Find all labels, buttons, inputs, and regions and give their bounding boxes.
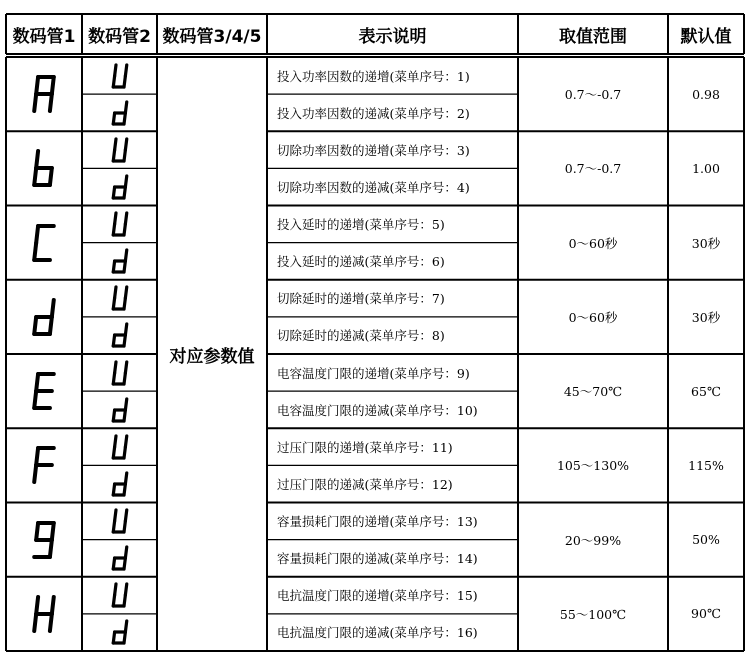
default-value-cell: 30秒 bbox=[691, 235, 721, 251]
seven-segment-digit-F bbox=[6, 428, 82, 502]
default-value-cell: 0.98 bbox=[692, 86, 720, 102]
default-value-cell: 90℃ bbox=[691, 606, 721, 622]
description-cell: 电容温度门限的递增(菜单序号：9) bbox=[277, 365, 470, 381]
default-value-cell: 1.00 bbox=[692, 160, 720, 176]
column-header: 数码管1 bbox=[12, 26, 76, 47]
default-value-cell: 115% bbox=[688, 457, 724, 473]
description-cell: 电抗温度门限的递减(菜单序号：16) bbox=[277, 625, 478, 641]
description-cell: 投入功率因数的递增(菜单序号：1) bbox=[277, 68, 470, 84]
seven-segment-digit-U bbox=[82, 280, 157, 317]
seven-segment-digit-d bbox=[82, 614, 157, 651]
description-cell: 容量损耗门限的递增(菜单序号：13) bbox=[277, 514, 478, 530]
seven-segment-digit-U bbox=[82, 206, 157, 243]
default-value-cell: 65℃ bbox=[691, 383, 721, 399]
seven-segment-digit-d bbox=[82, 317, 157, 354]
description-cell: 切除延时的递增(菜单序号：7) bbox=[277, 291, 445, 307]
seven-segment-digit-U bbox=[82, 131, 157, 168]
seven-segment-digit-U bbox=[82, 428, 157, 465]
seven-segment-digit-d bbox=[82, 94, 157, 131]
seven-segment-digit-d bbox=[6, 280, 82, 354]
description-cell: 切除功率因数的递减(菜单序号：4) bbox=[277, 179, 470, 195]
description-cell: 切除延时的递减(菜单序号：8) bbox=[277, 328, 445, 344]
range-cell: 0～60秒 bbox=[568, 309, 618, 325]
seven-segment-digit-A bbox=[6, 57, 82, 131]
default-value-cell: 30秒 bbox=[691, 309, 721, 325]
description-cell: 切除功率因数的递增(菜单序号：3) bbox=[277, 142, 470, 158]
seven-segment-digit-d bbox=[82, 540, 157, 577]
seven-segment-digit-U bbox=[82, 503, 157, 540]
column-header: 取值范围 bbox=[559, 26, 627, 47]
seven-segment-digit-H bbox=[6, 577, 82, 651]
range-cell: 0～60秒 bbox=[568, 235, 618, 251]
column-header: 数码管2 bbox=[88, 26, 151, 47]
description-cell: 过压门限的递增(菜单序号：11) bbox=[277, 439, 453, 455]
range-cell: 0.7～-0.7 bbox=[564, 87, 622, 103]
description-cell: 投入功率因数的递减(菜单序号：2) bbox=[277, 105, 470, 121]
column-header: 表示说明 bbox=[358, 26, 427, 47]
seven-segment-digit-U bbox=[82, 57, 157, 94]
default-value-cell: 50% bbox=[692, 532, 720, 548]
seven-segment-digit-U bbox=[82, 354, 157, 391]
seven-segment-digit-U bbox=[82, 577, 157, 614]
range-cell: 105～130% bbox=[556, 458, 630, 474]
column-header: 默认值 bbox=[680, 26, 732, 47]
seven-segment-digit-g bbox=[6, 503, 82, 577]
range-cell: 0.7～-0.7 bbox=[564, 161, 622, 177]
range-cell: 45～70℃ bbox=[563, 384, 623, 400]
description-cell: 投入延时的递增(菜单序号：5) bbox=[277, 217, 445, 233]
param-value-label: 对应参数值 bbox=[169, 346, 255, 367]
range-cell: 55～100℃ bbox=[559, 606, 627, 622]
description-cell: 投入延时的递减(菜单序号：6) bbox=[277, 254, 445, 270]
description-cell: 电抗温度门限的递增(菜单序号：15) bbox=[277, 588, 478, 604]
seven-segment-digit-C bbox=[6, 206, 82, 280]
description-cell: 容量损耗门限的递减(菜单序号：14) bbox=[277, 551, 478, 567]
seven-segment-digit-d bbox=[82, 168, 157, 205]
column-header: 数码管3/4/5 bbox=[162, 26, 262, 47]
seven-segment-digit-d bbox=[82, 465, 157, 502]
description-cell: 电容温度门限的递减(菜单序号：10) bbox=[277, 402, 478, 418]
range-cell: 20～99% bbox=[564, 532, 622, 548]
description-cell: 过压门限的递减(菜单序号：12) bbox=[277, 476, 453, 492]
seven-segment-digit-d bbox=[82, 243, 157, 280]
seven-segment-digit-d bbox=[82, 391, 157, 428]
seven-segment-digit-E bbox=[6, 354, 82, 428]
seven-segment-digit-b bbox=[6, 131, 82, 205]
